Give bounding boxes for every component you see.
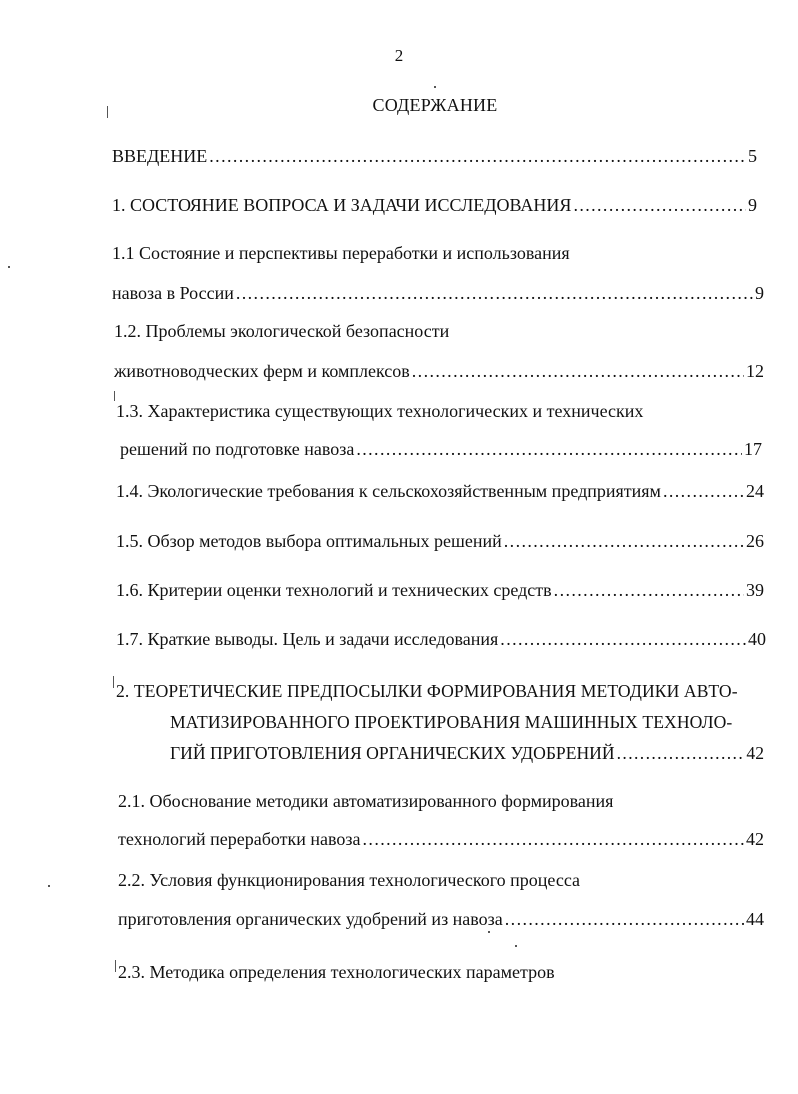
toc-entry-text: 1.6. Критерии оценки технологий и технических средств xyxy=(116,580,552,600)
page-number: 2 xyxy=(394,46,404,65)
toc-entry-s1-4 xyxy=(116,480,764,502)
leader-dots xyxy=(236,282,753,304)
leader-dots xyxy=(505,908,744,930)
leader-dots xyxy=(554,579,744,601)
leader-dots xyxy=(663,480,744,502)
leader-dots xyxy=(363,828,744,850)
leader-dots xyxy=(412,360,744,382)
toc-page-ref: 9 xyxy=(755,283,764,303)
toc-entry-s2-3-line1 xyxy=(118,961,763,983)
toc-entry-ch2-line1: 2. ТЕОРЕТИЧЕСКИЕ ПРЕДПОСЫЛКИ ФОРМИРОВАНИЯ МЕТОДИКИ АВТО- xyxy=(116,681,738,701)
toc-entry-ch2-line3 xyxy=(170,742,764,764)
toc-page-ref: 40 xyxy=(748,629,766,649)
scan-artifact xyxy=(488,931,490,933)
toc-entry-text: 1.2. Проблемы экологической безопасности xyxy=(114,321,450,341)
toc-entry-text: ГИЙ ПРИГОТОВЛЕНИЯ ОРГАНИЧЕСКИХ УДОБРЕНИЙ xyxy=(170,743,615,763)
scan-artifact xyxy=(8,266,10,268)
leader-dots xyxy=(356,438,742,460)
toc-entry-text: 2.2. Условия функционирования технологического процесса xyxy=(118,870,581,890)
toc-entry-s2-2-line1 xyxy=(118,869,763,891)
scan-artifact xyxy=(107,106,108,118)
toc-page-ref: 12 xyxy=(746,361,764,381)
toc-entry-s2-1-line1 xyxy=(118,790,763,812)
scan-artifact xyxy=(515,945,517,947)
toc-entry-s1-2-line1 xyxy=(114,320,759,342)
toc-entry-intro xyxy=(112,145,757,167)
toc-entry-s1-3-line1 xyxy=(116,400,761,422)
toc-entry-s1-3-line2 xyxy=(120,438,762,460)
toc-entry-text: 1.4. Экологические требования к сельскохозяйственным предприятиям xyxy=(116,481,661,501)
toc-page-ref: 24 xyxy=(746,481,764,501)
toc-entry-text: животноводческих ферм и комплексов xyxy=(114,361,410,381)
toc-entry-text: технологий переработки навоза xyxy=(118,829,361,849)
toc-entry-text: 1.3. Характеристика существующих технологических и технических xyxy=(116,401,644,421)
leader-dots xyxy=(573,194,746,216)
toc-page-ref: 44 xyxy=(746,909,764,929)
scan-artifact xyxy=(115,960,116,972)
toc-entry-s1-7 xyxy=(116,628,766,650)
toc-entry-text: 1.7. Краткие выводы. Цель и задачи исследования xyxy=(116,629,499,649)
toc-entry-text: 1. СОСТОЯНИЕ ВОПРОСА И ЗАДАЧИ ИССЛЕДОВАНИЯ xyxy=(112,195,572,215)
toc-entry-text: навоза в России xyxy=(112,283,234,303)
toc-entry-text: приготовления органических удобрений из навоза xyxy=(118,909,503,929)
toc-entry-text: 2.1. Обоснование методики автоматизированного формирования xyxy=(118,791,614,811)
toc-entry-s1-6 xyxy=(116,579,764,601)
toc-entry-s1-5 xyxy=(116,530,764,552)
toc-page-ref: 42 xyxy=(746,743,764,763)
toc-page-ref: 17 xyxy=(744,439,762,459)
toc-page-ref: 9 xyxy=(748,195,757,215)
toc-entry-s1-1-line2 xyxy=(112,282,764,304)
toc-title: СОДЕРЖАНИЕ xyxy=(372,95,498,115)
toc-entry-s1-1-line1 xyxy=(112,242,757,264)
scan-artifact xyxy=(114,391,115,401)
toc-page-ref: 39 xyxy=(746,580,764,600)
scan-artifact xyxy=(48,885,50,887)
toc-page-ref: 42 xyxy=(746,829,764,849)
toc-entry-ch2-line2: МАТИЗИРОВАННОГО ПРОЕКТИРОВАНИЯ МАШИННЫХ ТЕХНОЛО- xyxy=(170,712,733,732)
leader-dots xyxy=(209,145,746,167)
toc-entry-text: 1.5. Обзор методов выбора оптимальных решений xyxy=(116,531,502,551)
toc-entry-s1-2-line2 xyxy=(114,360,764,382)
toc-entry-text: 2.3. Методика определения технологических параметров xyxy=(118,962,555,982)
toc-entry-s2-1-line2 xyxy=(118,828,764,850)
toc-entry-text: 1.1 Состояние и перспективы переработки и использования xyxy=(112,243,570,263)
scan-artifact xyxy=(113,676,114,688)
toc-page-ref: 26 xyxy=(746,531,764,551)
scan-artifact xyxy=(434,86,436,88)
leader-dots xyxy=(500,628,746,650)
toc-page-ref: 5 xyxy=(748,146,757,166)
toc-entry-ch1 xyxy=(112,194,757,216)
toc-entry-s2-2-line2 xyxy=(118,908,764,930)
leader-dots xyxy=(617,742,745,764)
toc-entry-text: ВВЕДЕНИЕ xyxy=(112,146,208,166)
toc-entry-text: решений по подготовке навоза xyxy=(120,439,355,459)
leader-dots xyxy=(504,530,744,552)
